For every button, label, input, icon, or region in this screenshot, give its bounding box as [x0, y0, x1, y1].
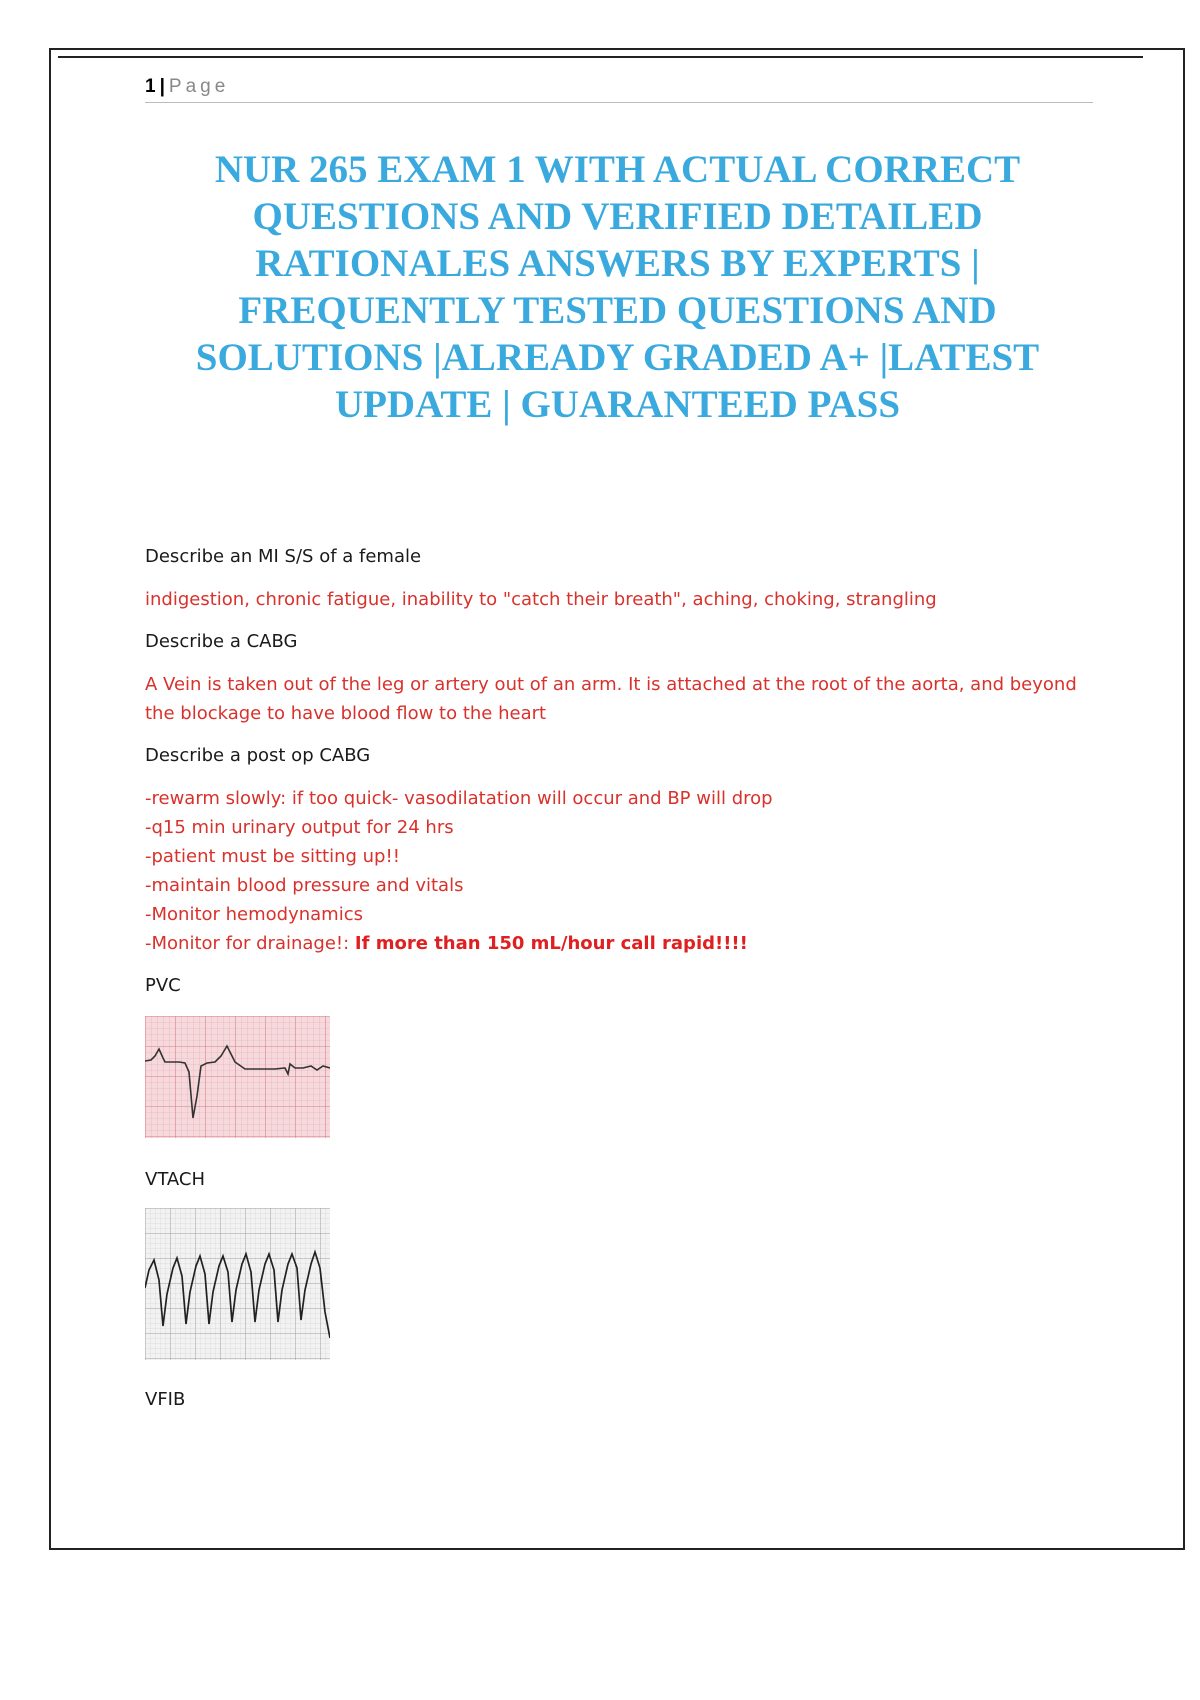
page-separator: | — [159, 76, 165, 97]
list-item: -q15 min urinary output for 24 hrs — [145, 817, 454, 838]
list-item: -rewarm slowly: if too quick- vasodilatation will occur and BP will drop — [145, 788, 773, 809]
answer-2: A Vein is taken out of the leg or artery out of an arm. It is attached at the root of the aorta, and beyond the blockage to have blood flow to the heart — [145, 674, 1077, 724]
ekg-strip-vtach — [145, 1208, 330, 1360]
answer-1: indigestion, chronic fatigue, inability to "catch their breath", aching, choking, strangling — [145, 589, 937, 610]
page-label: Page — [168, 76, 230, 97]
answer-3-list — [145, 784, 1105, 958]
question-3: Describe a post op CABG — [145, 745, 371, 766]
list-item: -Monitor hemodynamics — [145, 904, 363, 925]
question-2: Describe a CABG — [145, 631, 298, 652]
rhythm-label-vfib: VFIB — [145, 1389, 186, 1410]
document-title: NUR 265 EXAM 1 WITH ACTUAL CORRECT QUESTIONS AND VERIFIED DETAILED RATIONALES ANSWERS BY EXPERTS | FREQUENTLY TESTED QUESTIONS AND SOLUTIONS |ALREADY GRADED A+ |LATEST UPDATE | GUARANTEED PASS — [195, 148, 1040, 426]
ekg-strip-pvc — [145, 1016, 330, 1138]
rhythm-label-vtach: VTACH — [145, 1169, 206, 1190]
document-body — [145, 543, 1105, 1414]
list-item — [145, 929, 1105, 958]
page-number: 1 — [145, 76, 156, 97]
question-1: Describe an MI S/S of a female — [145, 546, 422, 567]
page-header — [145, 76, 1093, 103]
list-item-text: -Monitor for drainage!: — [145, 933, 355, 954]
emphasis-text: If more than 150 mL/hour call rapid!!!! — [354, 933, 748, 954]
list-item: -maintain blood pressure and vitals — [145, 875, 464, 896]
top-rule — [58, 56, 1143, 58]
rhythm-label-pvc: PVC — [145, 975, 181, 996]
list-item: -patient must be sitting up!! — [145, 846, 400, 867]
